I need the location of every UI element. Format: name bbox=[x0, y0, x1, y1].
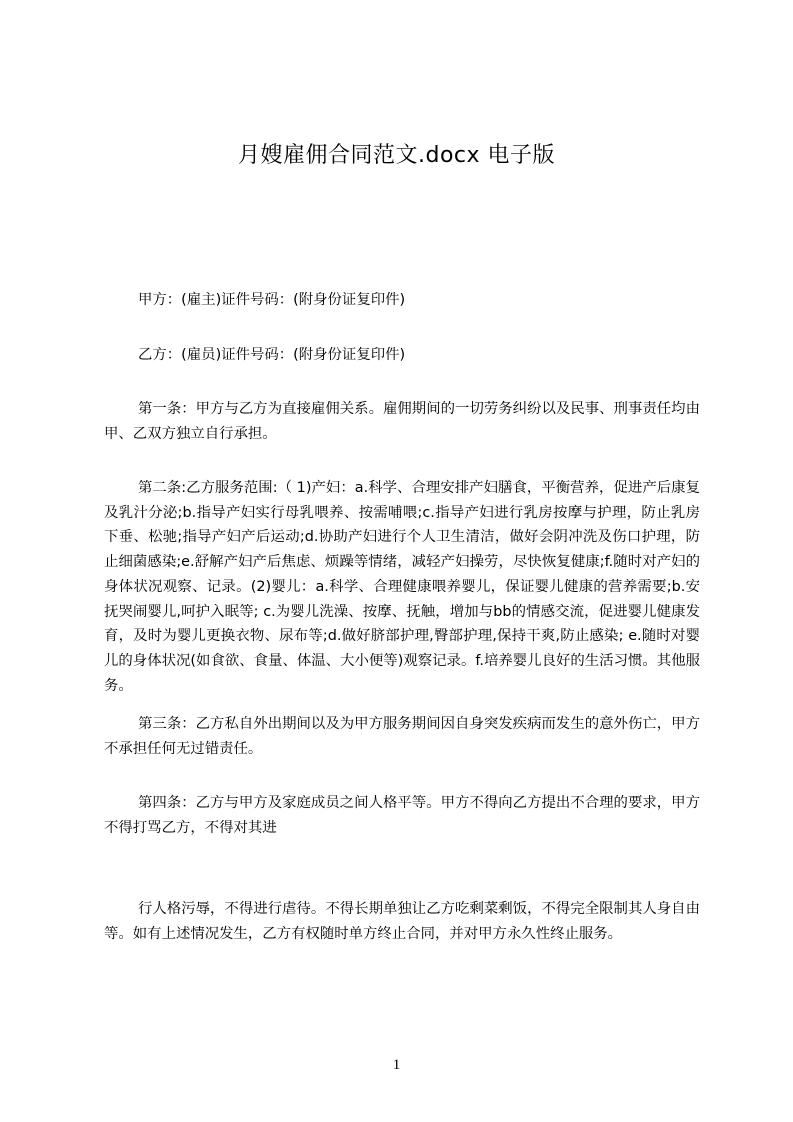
article-2-paragraph: 第二条:乙方服务范围:（ 1)产妇：a.科学、合理安排产妇膳食，平衡营养，促进产后康复及乳汁分泌;b.指导产妇实行母乳喂养、按需哺喂;c.指导产妇进行乳房按摩与护理，防止乳房下垂、松驰;指导产妇产后运动;d.协助产妇进行个人卫生清洁，做好会阴冲洗及伤口护理，防止细菌感染;e.舒解产妇产后焦虑、烦躁等情绪，减轻产妇操劳，尽快恢复健康;f.随时对产妇的身体状况观察、记录。(2)婴儿：a.科学、合理健康喂养婴儿，保证婴儿健康的营养需要;b.安抚哭闹婴儿,呵护入眠等; c.为婴儿洗澡、按摩、抚触，增加与bb的情感交流，促进婴儿健康发育，及时为婴儿更换衣物、尿布等;d.做好脐部护理,臀部护理,保持干爽,防止感染; e.随时对婴儿的身体状况(如食欲、食量、体温、大小便等)观察记录。f.培养婴儿良好的生活习惯。其他服务。 bbox=[104, 480, 700, 694]
document-title: 月嫂雇佣合同范文.docx 电子版 bbox=[237, 143, 556, 168]
party-b-paragraph: 乙方：(雇员)证件号码：(附身份证复印件) bbox=[138, 347, 406, 363]
article-1-paragraph: 第一条：甲方与乙方为直接雇佣关系。雇佣期间的一切劳务纠纷以及民事、刑事责任均由甲、乙双方独立自行承担。 bbox=[104, 401, 700, 442]
party-a-paragraph: 甲方：(雇主)证件号码：(附身份证复印件) bbox=[138, 292, 406, 308]
page-number: 1 bbox=[392, 1057, 401, 1073]
article-4-paragraph: 第四条：乙方与甲方及家庭成员之间人格平等。甲方不得向乙方提出不合理的要求，甲方不得打骂乙方，不得对其进 bbox=[104, 795, 700, 836]
article-4-continuation-paragraph: 行人格污辱，不得进行虐待。不得长期单独让乙方吃剩菜剩饭，不得完全限制其人身自由等。如有上述情况发生，乙方有权随时单方终止合同，并对甲方永久性终止服务。 bbox=[104, 901, 700, 942]
article-3-paragraph: 第三条：乙方私自外出期间以及为甲方服务期间因自身突发疾病而发生的意外伤亡，甲方不承担任何无过错责任。 bbox=[104, 716, 700, 757]
